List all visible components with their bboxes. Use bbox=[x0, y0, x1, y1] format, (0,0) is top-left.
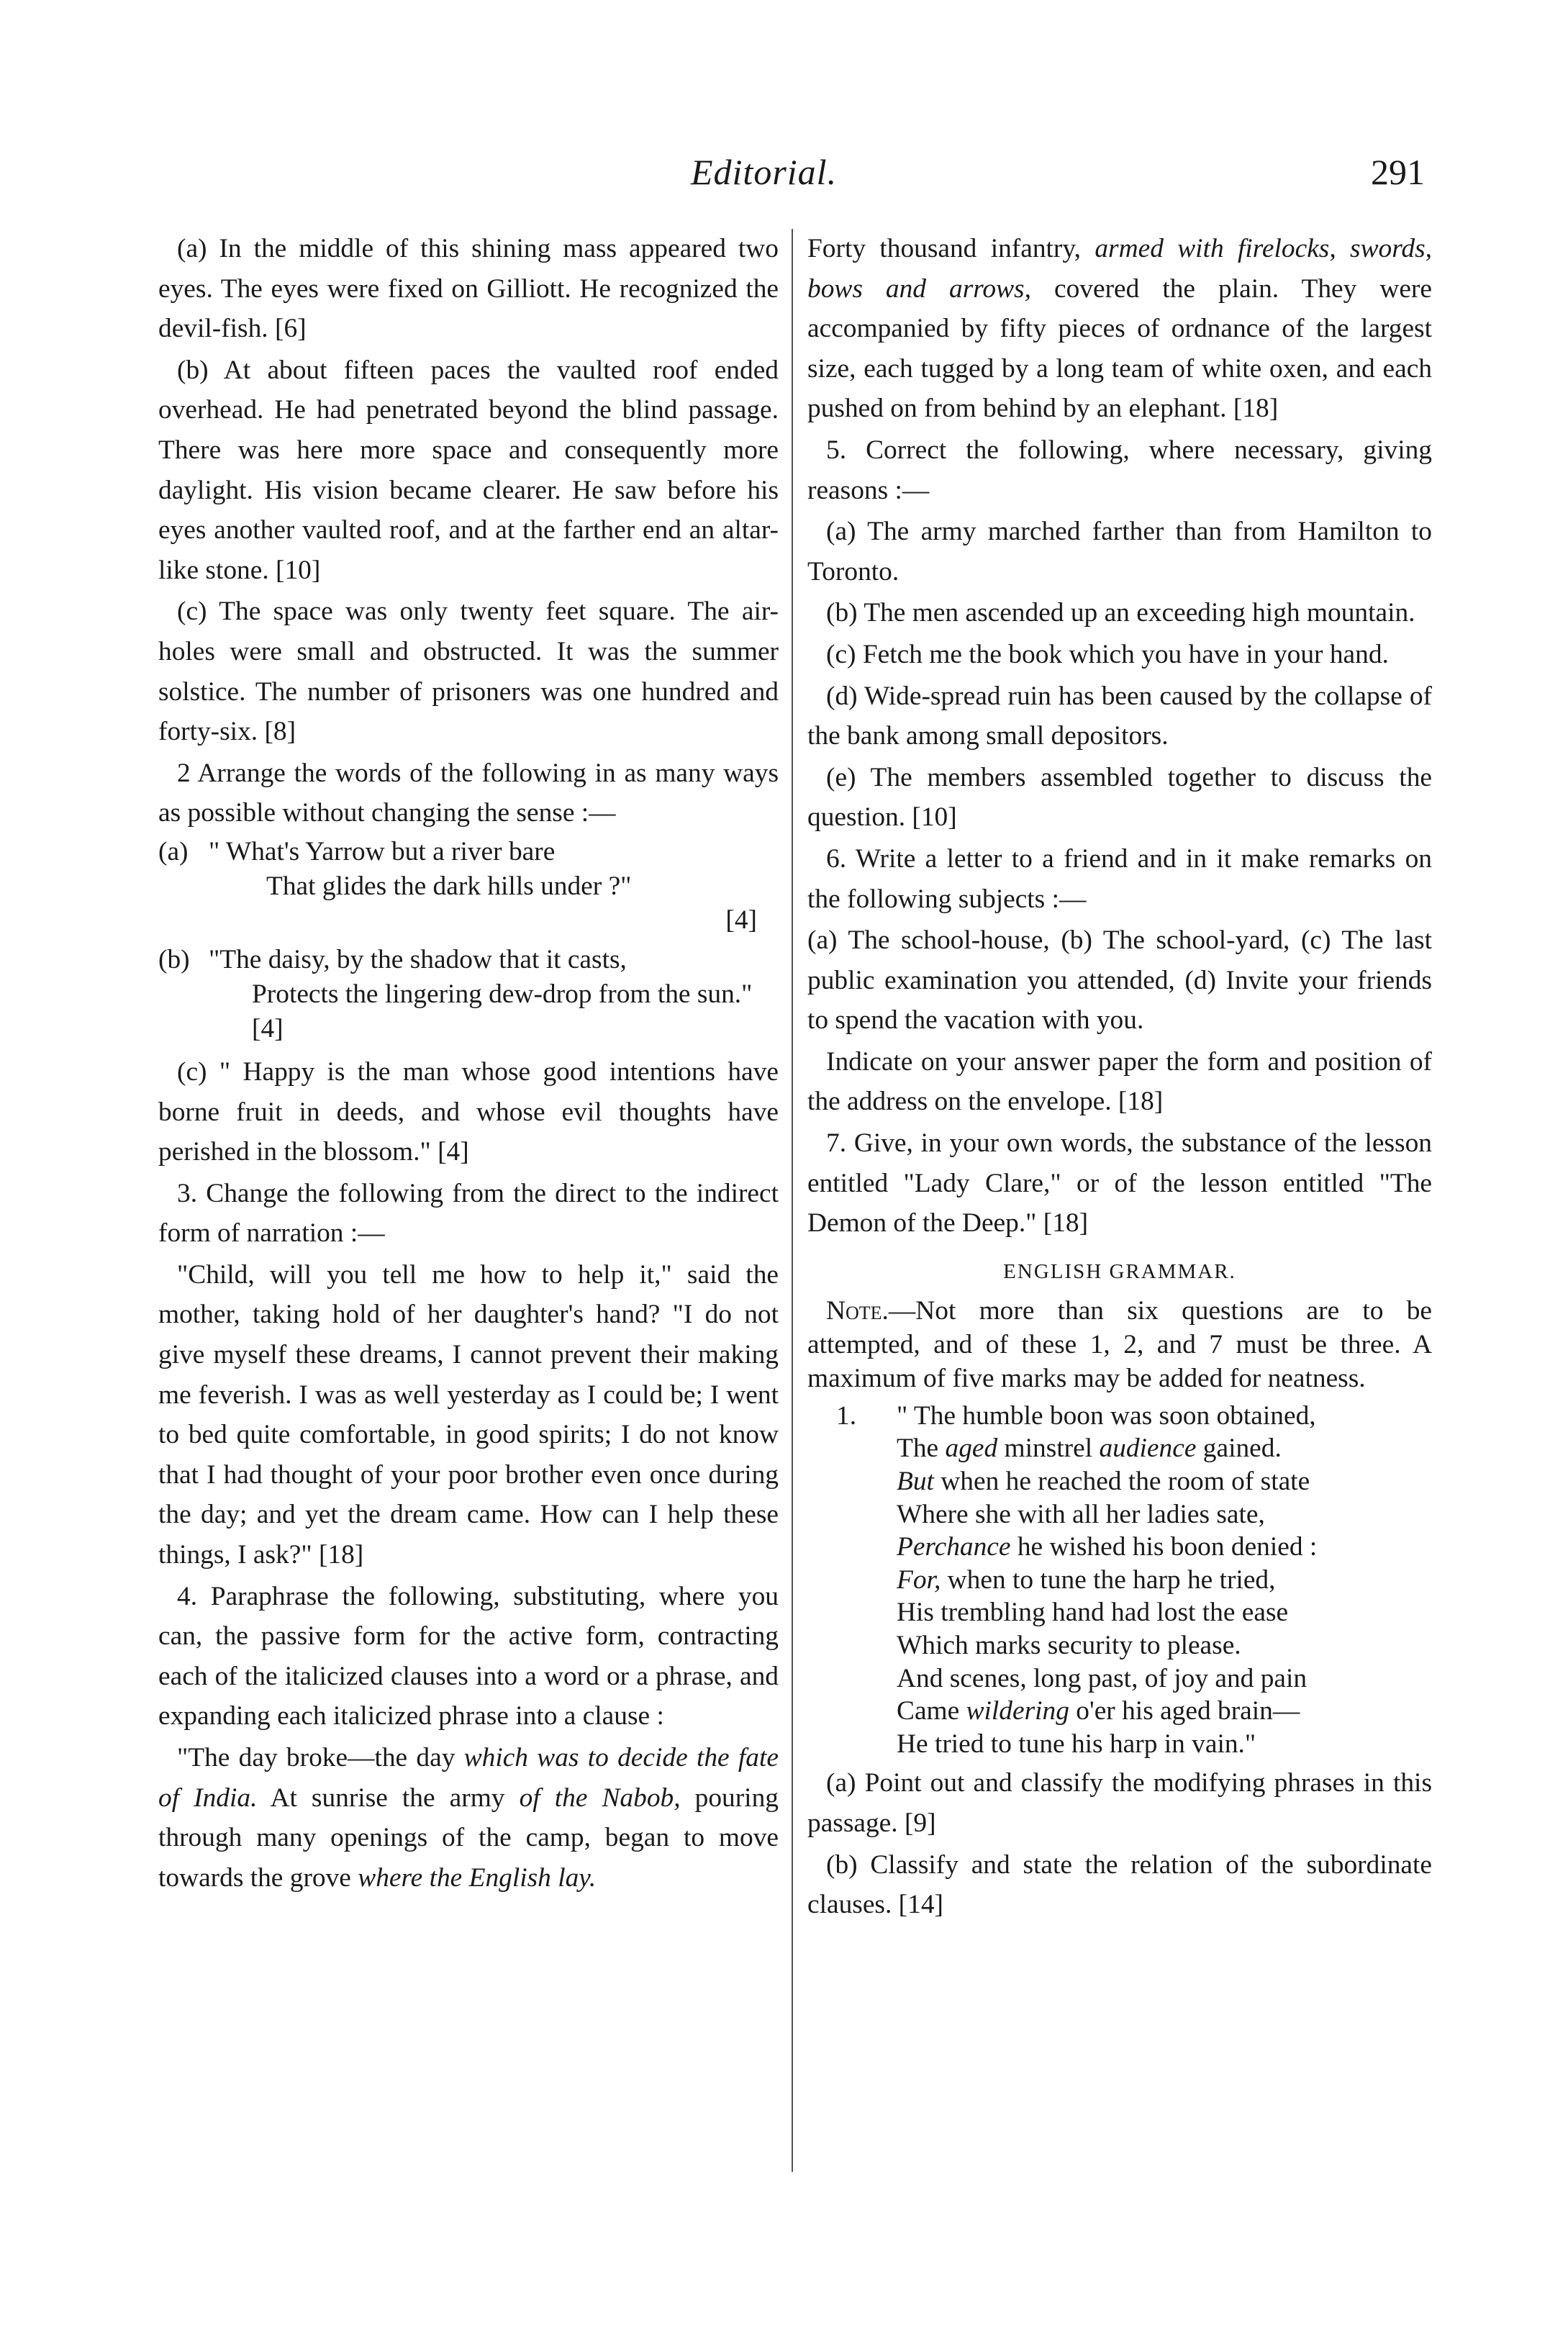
note-label: Note. bbox=[826, 1295, 889, 1326]
poem-line: Which marks security to please. bbox=[897, 1631, 1241, 1660]
grammar-note bbox=[807, 1294, 1432, 1395]
poem-italic: For, bbox=[897, 1565, 941, 1595]
italic-phrase: armed with firelocks, swords, bows and arrows, bbox=[807, 234, 1432, 304]
question-4: 4. Paraphrase the following, substituting, where you can, the passive form for the active form, contracting each of the italicized clauses into a word or a phrase, and expanding each italicized phrase into a clause : bbox=[158, 1581, 779, 1731]
poem-text: o'er his aged brain— bbox=[1076, 1696, 1300, 1726]
grammar-poem bbox=[807, 1400, 1432, 1761]
question-number: 1. bbox=[836, 1400, 857, 1431]
poem-text: The bbox=[897, 1434, 939, 1464]
poem-line: His trembling hand had lost the ease bbox=[897, 1598, 1289, 1628]
passage-text: pouring through many openings of the camp, began to move towards the grove bbox=[158, 1783, 779, 1893]
poem-line bbox=[807, 1695, 1432, 1728]
poem-text: when to tune the harp he tried, bbox=[947, 1565, 1276, 1595]
verse-text: " What's Yarrow but a river bare bbox=[209, 836, 556, 866]
poem-text: when he reached the room of state bbox=[941, 1467, 1310, 1497]
question-5c: (c) Fetch me the book which you have in your hand. bbox=[826, 639, 1389, 669]
poem-line: And scenes, long past, of joy and pain bbox=[897, 1663, 1308, 1693]
grammar-question-1a: (a) Point out and classify the modifying phrases in this passage. [9] bbox=[807, 1768, 1432, 1838]
poem-text: he wished his boon denied : bbox=[1017, 1532, 1318, 1562]
poem-text: minstrel bbox=[1004, 1434, 1093, 1464]
question-1b: (b) At about fifteen paces the vaulted roof ended overhead. He had penetrated beyond the blind passage. There was here more space and consequently more daylight. His vision became clearer. He saw before his eyes another vaulted roof, and at the farther end an altar-like stone. [10] bbox=[158, 355, 779, 585]
question-5d: (d) Wide-spread ruin has been caused by the collapse of the bank among small depositors. bbox=[807, 681, 1432, 751]
question-2: 2 Arrange the words of the following in as many ways as possible without changing the sense :— bbox=[158, 758, 779, 828]
section-heading: ENGLISH GRAMMAR. bbox=[1003, 1259, 1236, 1283]
question-1c: (c) The space was only twenty feet square. The air-holes were small and obstructed. It was the summer solstice. The number of prisoners was one hundred and forty-six. [8] bbox=[158, 597, 779, 747]
poem-italic: aged bbox=[945, 1434, 998, 1464]
right-column bbox=[807, 229, 1432, 1926]
verse-text: Protects the lingering dew-drop from the sun." bbox=[252, 979, 753, 1009]
poem-line bbox=[807, 1432, 1432, 1465]
page-header bbox=[691, 151, 1425, 202]
poem-line: Where she with all her ladies sate, bbox=[897, 1499, 1265, 1529]
left-column bbox=[158, 229, 779, 1899]
passage-text: covered the plain. They were accompanied by fifty pieces of ordnance of the largest size, each tugged by a long team of white oxen, and each pushed on from behind by an elephant. [18] bbox=[807, 273, 1432, 424]
question-5b: (b) The men ascended up an exceeding high mountain. bbox=[826, 598, 1415, 628]
italic-clause: where the English lay. bbox=[358, 1862, 597, 1893]
poem-text: gained. bbox=[1202, 1434, 1282, 1464]
italic-phrase: of the Nabob, bbox=[519, 1783, 681, 1813]
question-3-passage: "Child, will you tell me how to help it," said the mother, taking hold of her daughter's hand? "I do not give myself these dreams, I cannot prevent their making me feverish. I was as well yesterday as I could be; I went to bed quite comfortable, in good spirits; I do not know that I had thought of your poor brother even once during the day; and yet the dream came. How can I help these things, I ask?" [18] bbox=[158, 1259, 779, 1570]
question-5a: (a) The army marched farther than from Hamilton to Toronto. bbox=[807, 517, 1432, 587]
question-5: 5. Correct the following, where necessary, giving reasons :— bbox=[807, 435, 1432, 505]
question-2c: (c) " Happy is the man whose good intentions have borne fruit in deeds, and whose evil thoughts have perished in the blossom." [4] bbox=[158, 1056, 779, 1167]
question-1a: (a) In the middle of this shining mass appeared two eyes. The eyes were fixed on Gilliott. He recognized the devil-fish. [6] bbox=[158, 234, 779, 344]
poem-text: " The humble boon was soon obtained, bbox=[897, 1400, 1316, 1431]
poem-line bbox=[807, 1400, 1432, 1433]
marks: [4] bbox=[725, 905, 757, 935]
passage-text: "The day broke—the day bbox=[177, 1743, 456, 1772]
question-4-continued bbox=[807, 229, 1432, 429]
question-6-indicate: Indicate on your answer paper the form and position of the address on the envelope. [18] bbox=[807, 1046, 1432, 1117]
italic-clause: which was to decide the fate of India. bbox=[158, 1743, 779, 1813]
verse-label: (b) bbox=[158, 944, 190, 974]
question-4-passage bbox=[158, 1738, 779, 1898]
poem-line bbox=[807, 1564, 1432, 1597]
question-2b-verse bbox=[158, 943, 779, 1046]
running-title: Editorial. bbox=[691, 152, 838, 192]
passage-text: At sunrise the army bbox=[270, 1783, 505, 1813]
poem-line: He tried to tune his harp in vain." bbox=[897, 1729, 1256, 1759]
grammar-question-1b: (b) Classify and state the relation of the subordinate clauses. [14] bbox=[807, 1849, 1432, 1920]
passage-text: Forty thousand infantry, bbox=[807, 234, 1082, 263]
poem-line bbox=[807, 1531, 1432, 1564]
poem-italic: wildering bbox=[966, 1696, 1069, 1726]
poem-italic: audience bbox=[1099, 1434, 1197, 1464]
verse-line bbox=[158, 943, 779, 977]
poem-text: Came bbox=[897, 1696, 960, 1726]
poem-italic: But bbox=[897, 1467, 934, 1497]
verse-text: "The daisy, by the shadow that it casts, bbox=[209, 944, 627, 974]
poem-italic: Perchance bbox=[897, 1532, 1011, 1562]
verse-line bbox=[158, 977, 779, 1046]
poem-line bbox=[807, 1465, 1432, 1498]
question-3: 3. Change the following from the direct to the indirect form of narration :— bbox=[158, 1178, 779, 1249]
question-7: 7. Give, in your own words, the substance of the lesson entitled "Lady Clare," or of the lesson entitled "The Demon of the Deep." [18] bbox=[807, 1128, 1432, 1239]
verse-line: That glides the dark hills under ?" bbox=[266, 871, 632, 901]
question-5e: (e) The members assembled together to discuss the question. [10] bbox=[807, 762, 1432, 833]
question-6-items: (a) The school-house, (b) The school-yard, (c) The last public examination you attended, (d) Invite your friends to spend the vacation with you. bbox=[807, 925, 1432, 1036]
question-6: 6. Write a letter to a friend and in it make remarks on the following subjects :— bbox=[807, 843, 1432, 914]
column-divider bbox=[792, 229, 793, 2172]
page-number: 291 bbox=[1371, 152, 1425, 192]
verse-line bbox=[158, 835, 779, 869]
note-text: —Not more than six questions are to be attempted, and of these 1, 2, and 7 must be three. A maximum of five marks may be added for neatness. bbox=[807, 1295, 1432, 1393]
verse-label: (a) bbox=[158, 836, 189, 866]
question-2a-verse bbox=[158, 835, 779, 937]
marks: [4] bbox=[252, 1013, 284, 1043]
